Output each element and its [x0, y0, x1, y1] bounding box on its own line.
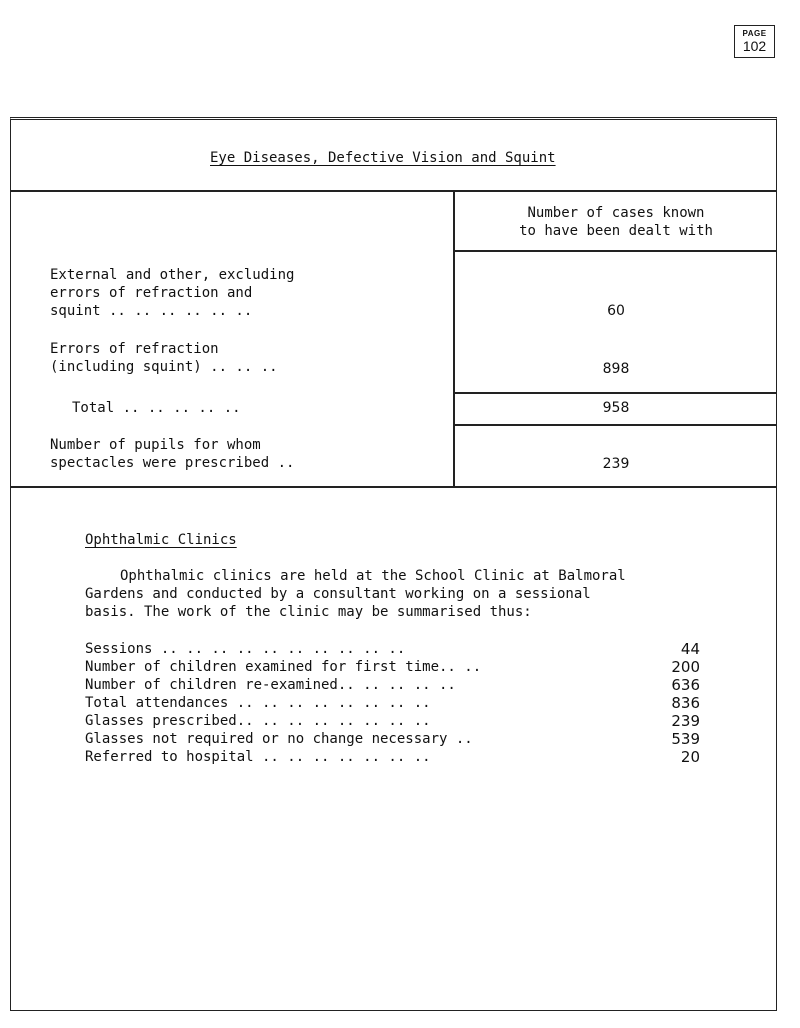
divider-total-top: [455, 392, 777, 394]
row-refraction-line1: Errors of refraction: [50, 341, 219, 357]
row-external-line2: errors of refraction and: [50, 285, 253, 301]
divider-total-bottom: [455, 424, 777, 426]
row-refraction-value: 898: [602, 361, 630, 377]
list-item: [85, 748, 700, 766]
paragraph-line2: Gardens and conducted by a consultant working on a sessional: [85, 586, 591, 602]
divider-column-header: [455, 250, 777, 252]
row-refraction-line2: (including squint) .. .. ..: [50, 359, 278, 375]
divider-table-bottom: [10, 486, 777, 488]
paragraph-line1: Ophthalmic clinics are held at the School Clinic at Balmoral: [120, 568, 626, 584]
column-header-line2: to have been dealt with: [519, 223, 713, 239]
list-item-value: 200: [671, 658, 700, 676]
list-item: [85, 676, 700, 694]
row-pupils-line1: Number of pupils for whom: [50, 437, 261, 453]
row-total-value: 958: [602, 400, 630, 416]
list-item: [85, 640, 700, 658]
list-item: [85, 694, 700, 712]
list-item-label: Number of children re-examined.. .. .. .. ..: [85, 677, 456, 693]
list-item-value: 239: [671, 712, 700, 730]
divider-heading: [10, 190, 777, 192]
section2-heading: Ophthalmic Clinics: [85, 532, 237, 548]
list-item-value: 44: [680, 640, 700, 658]
list-item-label: Glasses not required or no change necessary ..: [85, 731, 473, 747]
list-item-label: Referred to hospital .. .. .. .. .. .. ..: [85, 749, 431, 765]
row-pupils-line2: spectacles were prescribed ..: [50, 455, 295, 471]
list-item-value: 539: [671, 730, 700, 748]
page-number-box: [734, 25, 775, 58]
row-external-value: 60: [607, 303, 625, 319]
section1-heading: Eye Diseases, Defective Vision and Squint: [210, 150, 556, 166]
list-item-label: Number of children examined for first time.. ..: [85, 659, 482, 675]
list-item-label: Total attendances .. .. .. .. .. .. .. ..: [85, 695, 431, 711]
row-total-label: Total .. .. .. .. ..: [72, 400, 241, 416]
list-item-label: Sessions .. .. .. .. .. .. .. .. .. ..: [85, 641, 406, 657]
paragraph-line3: basis. The work of the clinic may be summarised thus:: [85, 604, 532, 620]
list-item-value: 20: [680, 748, 700, 766]
page-label: PAGE: [742, 29, 767, 38]
list-item: [85, 730, 700, 748]
column-header-line1: Number of cases known: [527, 205, 705, 221]
row-external-line1: External and other, excluding: [50, 267, 295, 283]
list-item: [85, 712, 700, 730]
list-item-value: 836: [671, 694, 700, 712]
row-external-line3: squint .. .. .. .. .. ..: [50, 303, 253, 319]
page-number: 102: [742, 38, 767, 54]
row-pupils-value: 239: [602, 456, 630, 472]
list-item: [85, 658, 700, 676]
list-item-value: 636: [671, 676, 700, 694]
list-item-label: Glasses prescribed.. .. .. .. .. .. .. ..: [85, 713, 431, 729]
